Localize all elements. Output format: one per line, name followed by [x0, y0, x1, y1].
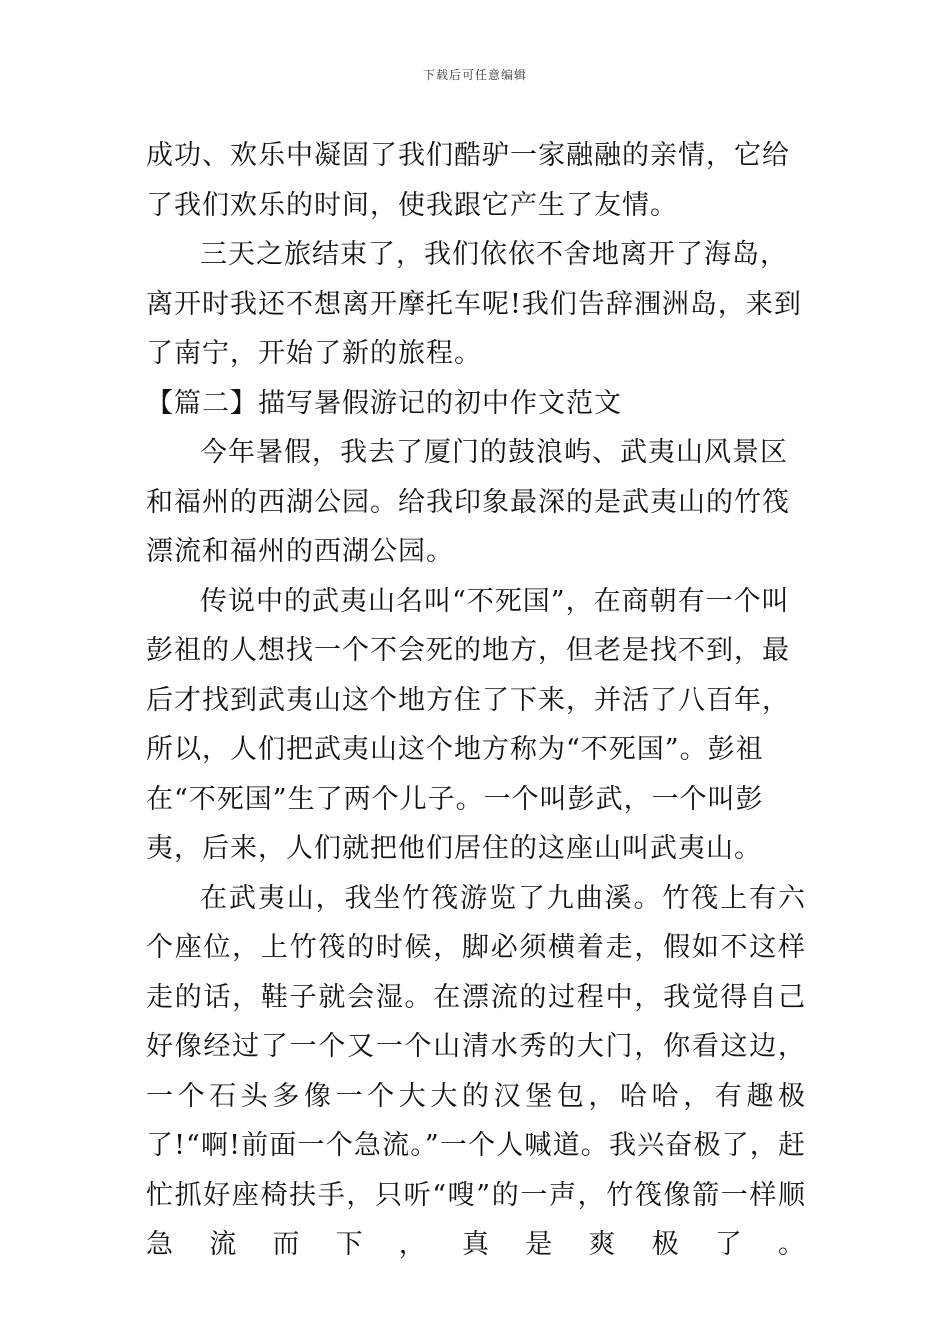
paragraph-rafting: 在武夷山，我坐竹筏游览了九曲溪。竹筏上有六个座位，上竹筏的时候，脚必须横着走，假如不这样走的话，鞋子就会湿。在漂流的过程中，我觉得自己好像经过了一个又一个山清水秀的大门，你看这边，一个石头多像一个大大的汉堡包，哈哈，有趣极了!“啊!前面一个急流。”一个人喊道。我兴奋极了，赶忙抓好座椅扶手，只听“嗖”的一声，竹筏像箭一样顺急流而下，真是爽极了。: [146, 882, 806, 1260]
paragraph-legend: 传说中的武夷山名叫“不死国”，在商朝有一个叫彭祖的人想找一个不会死的地方，但老是找不到，最后才找到武夷山这个地方住了下来，并活了八百年，所以，人们把武夷山这个地方称为“不死国”。彭祖在“不死国”生了两个儿子。一个叫彭武，一个叫彭夷，后来，人们就把他们居住的这座山叫武夷山。: [146, 585, 790, 864]
paragraph-intro: 今年暑假，我去了厦门的鼓浪屿、武夷山风景区和福州的西湖公园。给我印象最深的是武夷山的竹筏漂流和福州的西湖公园。: [146, 437, 790, 567]
document-body: [146, 131, 806, 1270]
page-header: 下载后可任意编辑: [422, 68, 527, 82]
paragraph-continuation: 成功、欢乐中凝固了我们酷驴一家融融的亲情，它给了我们欢乐的时间，使我跟它产生了友情。: [146, 140, 790, 221]
paragraph-trip-end: 三天之旅结束了，我们依依不舍地离开了海岛，离开时我还不想离开摩托车呢!我们告辞涠洲岛，来到了南宁，开始了新的旅程。: [146, 239, 802, 369]
section-heading: 【篇二】描写暑假游记的初中作文范文: [146, 387, 622, 419]
